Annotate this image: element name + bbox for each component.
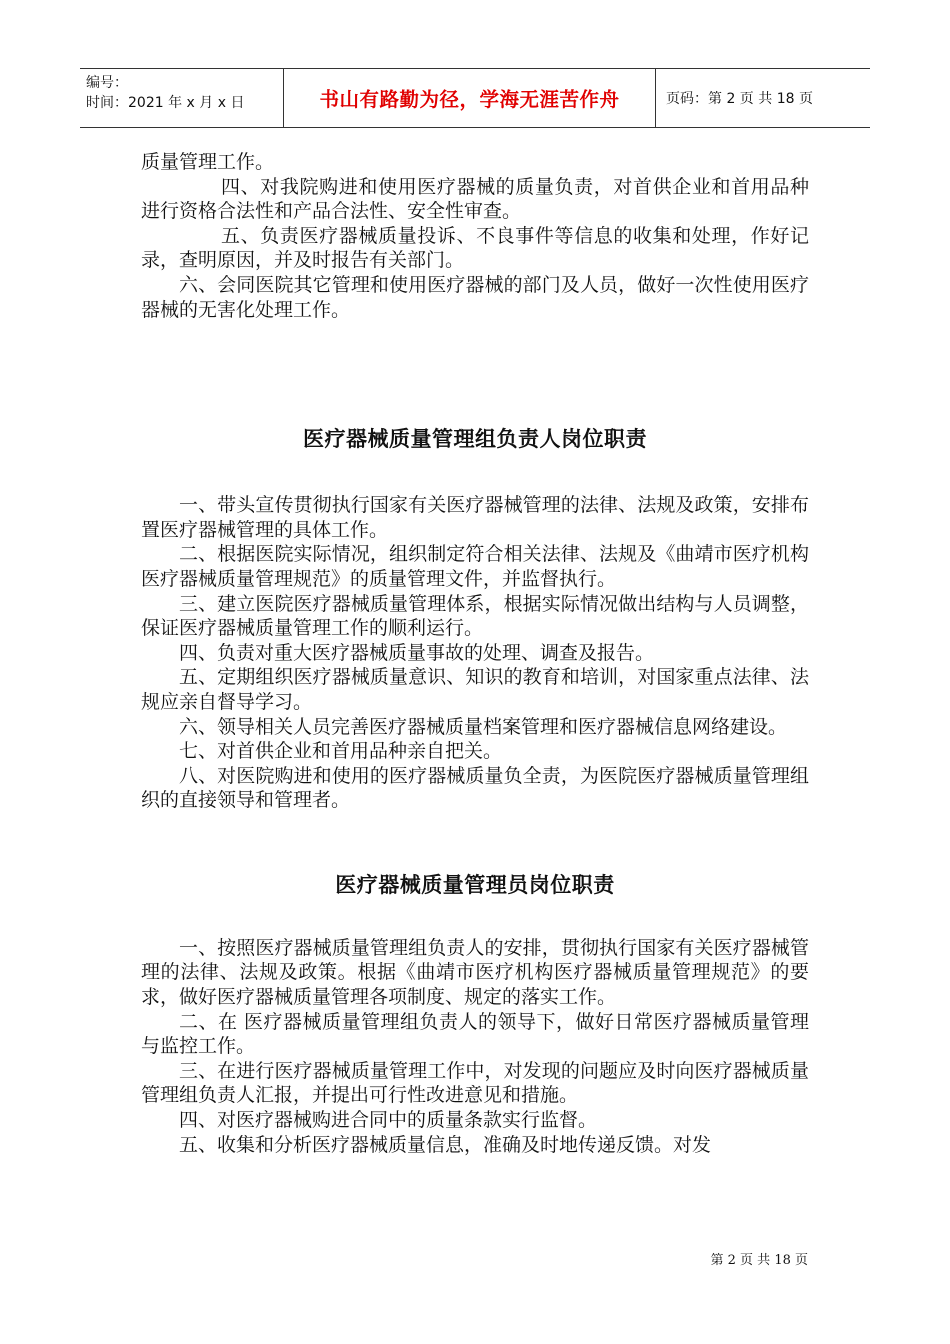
duty-item: 四、负责对重大医疗器械质量事故的处理、调查及报告。 — [179, 641, 655, 664]
intro-paragraph-2: 五、负责医疗器械质量投诉、不良事件等信息的收集和处理，作好记录，查明原因，并及时报告有关部门。 — [141, 224, 809, 272]
duty-item: 五、收集和分析医疗器械质量信息，准确及时地传递反馈。对发 — [179, 1133, 712, 1156]
duty-item: 三、在进行医疗器械质量管理工作中，对发现的问题应及时向医疗器械质量管理组负责人汇报，并提出可行性改进意见和措施。 — [141, 1059, 809, 1107]
header-meta — [80, 69, 283, 127]
intro-paragraph-1: 四、对我院购进和使用医疗器械的质量负责，对首供企业和首用品种进行资格合法性和产品合法性、安全性审查。 — [141, 175, 809, 223]
section-title-group-leader: 医疗器械质量管理组负责人岗位职责 — [303, 427, 647, 452]
document-body — [141, 150, 809, 1157]
duty-item: 六、领导相关人员完善医疗器械质量档案管理和医疗器械信息网络建设。 — [179, 715, 788, 738]
duty-item: 五、定期组织医疗器械质量意识、知识的教育和培训，对国家重点法律、法规应亲自督导学习。 — [141, 666, 809, 713]
section-body-group-leader — [141, 493, 809, 813]
header-page-info: 页码：第 2 页 共 18 页 — [666, 91, 813, 107]
section-title-quality-manager: 医疗器械质量管理员岗位职责 — [335, 872, 615, 897]
duty-item: 三、建立医院医疗器械质量管理体系，根据实际情况做出结构与人员调整，保证医疗器械质量管理工作的顺利运行。 — [141, 592, 809, 640]
duty-item: 二、根据医院实际情况，组织制定符合相关法律、法规及《曲靖市医疗机构医疗器械质量管理规范》的质量管理文件，并监督执行。 — [141, 543, 809, 590]
header-motto: 书山有路勤为径，学海无涯苦作舟 — [283, 69, 656, 127]
document-number-label: 编号： — [86, 75, 128, 91]
intro-paragraph-3: 六、会同医院其它管理和使用医疗器械的部门及人员，做好一次性使用医疗器械的无害化处理工作。 — [141, 273, 809, 321]
section-body-quality-manager — [141, 936, 809, 1157]
duty-item: 七、对首供企业和首用品种亲自把关。 — [179, 740, 503, 763]
page-header — [80, 68, 870, 128]
duty-item: 四、对医疗器械购进合同中的质量条款实行监督。 — [179, 1109, 598, 1132]
page-footer: 第 2 页 共 18 页 — [710, 1253, 808, 1268]
intro-paragraph-0: 质量管理工作。 — [141, 151, 275, 173]
duty-item: 二、在 医疗器械质量管理组负责人的领导下，做好日常医疗器械质量管理与监控工作。 — [141, 1010, 809, 1058]
document-date: 时间：2021 年 x 月 x 日 — [86, 95, 245, 111]
duty-item: 一、按照医疗器械质量管理组负责人的安排，贯彻执行国家有关医疗器械管理的法律、法规及政策。根据《曲靖市医疗机构医疗器械质量管理规范》的要求，做好医疗器械质量管理各项制度、规定的落实工作。 — [141, 936, 809, 1009]
duty-item: 八、对医院购进和使用的医疗器械质量负全责，为医院医疗器械质量管理组织的直接领导和管理者。 — [141, 764, 809, 812]
duty-item: 一、带头宣传贯彻执行国家有关医疗器械管理的法律、法规及政策，安排布置医疗器械管理的具体工作。 — [141, 494, 809, 541]
